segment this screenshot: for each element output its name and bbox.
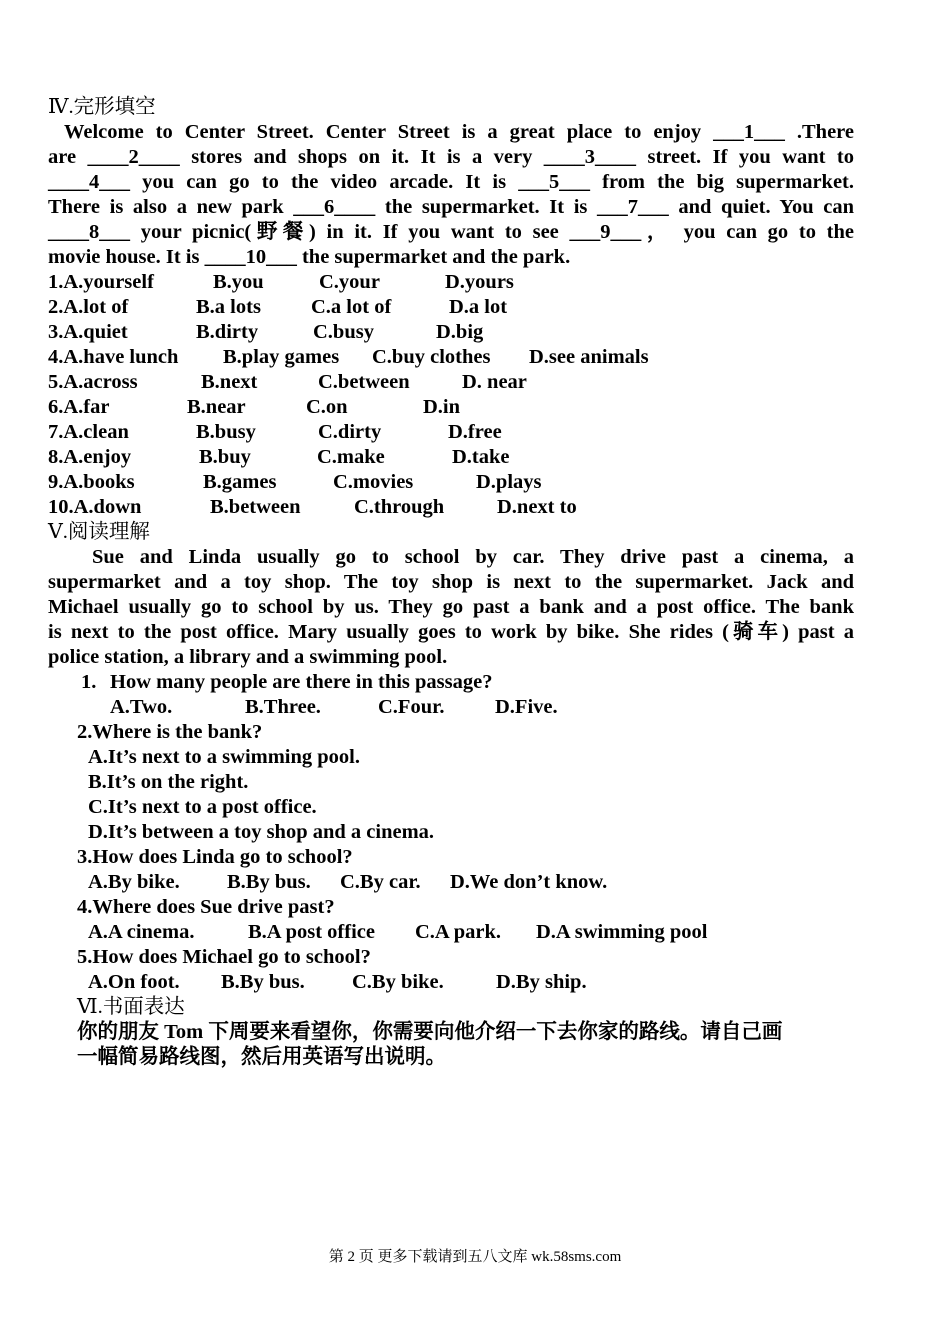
option-b: B.buy [199, 446, 251, 468]
question-stem: 3.How does Linda go to school? [77, 846, 353, 868]
option-d: D.a lot [449, 296, 508, 318]
option-row [48, 870, 854, 895]
option-d: D.free [448, 421, 502, 443]
question-3 [48, 845, 854, 895]
option-a: A.Two. [110, 696, 173, 718]
option-row [48, 920, 854, 945]
option-c: C.movies [333, 471, 414, 493]
question-1 [48, 670, 854, 720]
section-6-heading: Ⅵ.书面表达 [77, 996, 185, 1018]
option-a: 8.A.enjoy [48, 446, 132, 468]
section-5-heading: Ⅴ.阅读理解 [48, 521, 150, 543]
option-a: 5.A.across [48, 371, 138, 393]
passage-line: ____4___ you can go to the video arcade. It is ___5___ from the big supermarket. [48, 171, 854, 193]
option-c: C.It’s next to a post office. [88, 796, 317, 818]
reading-passage [48, 545, 854, 670]
option-c: C.make [317, 446, 385, 468]
question-4 [48, 895, 854, 945]
option-row [48, 395, 854, 420]
option-c: C.busy [313, 321, 374, 343]
option-c: C.buy clothes [372, 346, 491, 368]
option-d: D.big [436, 321, 484, 343]
option-row [48, 270, 854, 295]
question-stem: 5.How does Michael go to school? [77, 946, 371, 968]
passage-line: There is also a new park ___6____ the supermarket. It is ___7___ and quiet. You can [48, 196, 854, 218]
option-b: B.you [213, 271, 264, 293]
option-row [48, 370, 854, 395]
option-b: B.It’s on the right. [88, 771, 249, 793]
option-c: C.Four. [378, 696, 445, 718]
option-a: 10.A.down [48, 496, 142, 518]
option-row [48, 295, 854, 320]
option-a: 6.A.far [48, 396, 110, 418]
option-row [48, 970, 854, 995]
option-d: D.plays [476, 471, 542, 493]
option-d: D. near [462, 371, 527, 393]
option-d: D.take [452, 446, 510, 468]
option-b: B.dirty [196, 321, 259, 343]
writing-prompt-line: 一幅简易路线图，然后用英语写出说明。 [77, 1046, 446, 1068]
passage-line: Sue and Linda usually go to school by car. They drive past a cinema, a [92, 546, 854, 568]
cloze-options [48, 270, 854, 520]
passage-line: is next to the post office. Mary usually goes to work by bike. She rides (骑车) past a [48, 621, 854, 643]
option-d: D.A swimming pool [536, 921, 708, 943]
option-b: B.By bus. [221, 971, 305, 993]
page-footer: 第 2 页 更多下载请到五八文库 wk.58sms.com [328, 1249, 622, 1265]
option-row [48, 420, 854, 445]
option-c: C.By car. [340, 871, 421, 893]
option-row [48, 320, 854, 345]
option-a: 2.A.lot of [48, 296, 129, 318]
option-c: C.By bike. [352, 971, 444, 993]
question-5 [48, 945, 854, 995]
option-b: B.busy [196, 421, 256, 443]
question-2 [48, 720, 854, 845]
option-c: C.a lot of [311, 296, 392, 318]
option-row [48, 695, 854, 720]
option-a: 9.A.books [48, 471, 135, 493]
option-b: B.A post office [248, 921, 375, 943]
option-b: B.next [201, 371, 258, 393]
option-c: C.on [306, 396, 348, 418]
option-a: A.On foot. [88, 971, 180, 993]
option-c: C.your [319, 271, 380, 293]
passage-line: ____8___ your picnic(野餐) in it. If you want to see ___9___， you can go to the [48, 221, 854, 243]
option-c: C.dirty [318, 421, 382, 443]
option-c: C.between [318, 371, 410, 393]
option-a: 4.A.have lunch [48, 346, 179, 368]
passage-line: Welcome to Center Street. Center Street is a great place to enjoy ___1___ .There [64, 121, 854, 143]
option-a: 1.A.yourself [48, 271, 154, 293]
cloze-passage [48, 120, 854, 270]
question-stem: 4.Where does Sue drive past? [77, 896, 335, 918]
option-a: 7.A.clean [48, 421, 129, 443]
option-b: B.near [187, 396, 246, 418]
worksheet-page [48, 95, 854, 1070]
question-text [48, 670, 854, 695]
option-row [48, 345, 854, 370]
option-d: D.Five. [495, 696, 558, 718]
option-d: D.By ship. [496, 971, 587, 993]
option-a: A.A cinema. [88, 921, 195, 943]
passage-line: movie house. It is ____10___ the supermarket and the park. [48, 246, 571, 268]
option-d: D.yours [445, 271, 514, 293]
option-b: B.By bus. [227, 871, 311, 893]
option-a: A.By bike. [88, 871, 180, 893]
question-stem: 2.Where is the bank? [77, 721, 263, 743]
option-b: B.Three. [245, 696, 321, 718]
option-b: B.between [210, 496, 301, 518]
passage-line: Michael usually go to school by us. They go past a bank and a post office. The bank [48, 596, 854, 618]
option-a: 3.A.quiet [48, 321, 128, 343]
option-a: A.It’s next to a swimming pool. [88, 746, 361, 768]
question-stem: How many people are there in this passage? [110, 671, 493, 693]
writing-prompt-line: 你的朋友 Tom 下周要来看望你，你需要向他介绍一下去你家的路线。请自己画 [77, 1021, 783, 1043]
option-row [48, 445, 854, 470]
option-c: C.through [354, 496, 445, 518]
option-d: D.It’s between a toy shop and a cinema. [88, 821, 435, 843]
option-b: B.play games [223, 346, 340, 368]
option-c: C.A park. [415, 921, 502, 943]
option-row [48, 495, 854, 520]
question-number: 1. [81, 671, 97, 693]
option-d: D.see animals [529, 346, 649, 368]
option-d: D.in [423, 396, 461, 418]
section-4-heading: Ⅳ.完形填空 [48, 96, 156, 118]
option-b: B.games [203, 471, 277, 493]
option-d: D.We don’t know. [450, 871, 608, 893]
option-b: B.a lots [196, 296, 261, 318]
passage-line: police station, a library and a swimming pool. [48, 646, 448, 668]
passage-line: supermarket and a toy shop. The toy shop is next to the supermarket. Jack and [48, 571, 854, 593]
passage-line: are ____2____ stores and shops on it. It is a very ____3____ street. If you want to [48, 146, 854, 168]
option-d: D.next to [497, 496, 577, 518]
option-row [48, 470, 854, 495]
